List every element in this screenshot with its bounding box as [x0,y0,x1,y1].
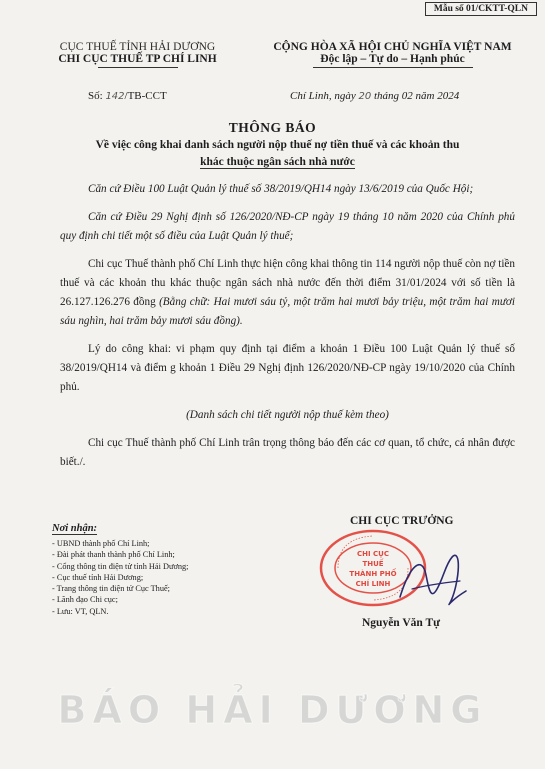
national-header [250,41,535,68]
issuer-parent: CỤC THUẾ TỈNH HẢI DƯƠNG [59,41,216,53]
recipient-item: - Cổng thông tin điện tử tỉnh Hải Dương; [52,561,189,571]
seal-text-line: CHI CỤC [357,550,389,558]
national-motto: Độc lập – Tự do – Hạnh phúc [320,53,465,65]
seal-text-line: THUẾ [362,560,384,568]
date-day-handwritten: 20 [358,91,372,102]
seal-text-line: CHÍ LINH [355,580,391,588]
place-date: Chí Linh, ngày 20 tháng 02 năm 2024 [290,90,460,102]
recipient-item: - Lưu: VT, QLN. [52,606,109,616]
signer-title: CHI CỤC TRƯỞNG [350,515,454,527]
recipient-item: - Cục thuế tỉnh Hải Dương; [52,572,144,582]
motto-underline [313,67,473,68]
handwritten-signature [392,545,472,615]
document-number-handwritten: 142 [105,91,125,102]
recipients-block [52,518,282,617]
document-body [60,180,515,472]
closing-paragraph: Chi cục Thuế thành phố Chí Linh trân trọng thông báo đến các cơ quan, tổ chức, cá nhân được biết./. [60,437,515,468]
seal-text-line: THÀNH PHỐ [349,570,397,578]
document-subject: Về việc công khai danh sách người nộp thuế nợ tiền thuế và các khoản thu khác thuộc ngân sách nhà nước [95,139,460,168]
recipients-heading: Nơi nhận: [52,523,98,534]
recipients-list [52,538,282,617]
recipient-item: - Đài phát thanh thành phố Chí Linh; [52,550,175,560]
issuer-underline [98,67,178,68]
document-title: THÔNG BÁO [228,120,317,135]
form-code-box: Mẫu số 01/CKTT-QLN [425,2,537,16]
recipient-item: - Lãnh đạo Chi cục; [52,595,118,605]
amount-in-words: (Bằng chữ: Hai mươi sáu tỷ, một trăm hai mươi bảy triệu, một trăm hai mươi sáu nghìn, hai trăm bảy mươi sáu đồng). [60,296,516,327]
recipient-item: - UBND thành phố Chí Linh; [52,539,150,548]
publisher-watermark: BÁO HẢI DƯƠNG [57,688,488,732]
legal-basis-1: Căn cứ Điều 100 Luật Quản lý thuế số 38/2019/QH14 ngày 13/6/2019 của Quốc Hội; [88,183,474,195]
recipient-item: - Trang thông tin điện tử Cục Thuế; [52,584,170,594]
reason-paragraph: Lý do công khai: vi phạm quy định tại điểm a khoản 1 Điều 100 Luật Quản lý thuế số 38/2019/QH14 và điểm g khoản 1 Điều 29 Nghị định 126/2020/NĐ-CP ngày 19/10/2020 của Chính phủ. [60,343,515,393]
issuer-header [30,41,245,68]
national-name: CỘNG HÒA XÃ HỘI CHỦ NGHĨA VIỆT NAM [273,41,512,53]
attachment-note: (Danh sách chi tiết người nộp thuế kèm theo) [186,409,389,421]
legal-basis-2: Căn cứ Điều 29 Nghị định số 126/2020/NĐ-CP ngày 19 tháng 10 năm 2020 của Chính phủ quy định chi tiết một số điều của Luật Quản lý thuế; [60,211,515,242]
issuer-name: CHI CỤC THUẾ TP CHÍ LINH [58,53,217,65]
signer-name: Nguyễn Văn Tự [362,617,441,629]
announcement-paragraph: Chi cục Thuế thành phố Chí Linh thực hiện công khai thông tin 114 người nộp thuế còn nợ tiền thuế và các khoản thu khác thuộc ngân sách nhà nước đến thời điểm 31/01/2024 với số tiền là 26.127.126.276 đồng (Bằng chữ: Hai mươi sáu tỷ, một trăm hai mươi bảy triệu, một trăm hai mươi sáu nghìn, hai trăm bảy mươi sáu đồng). [60,258,516,327]
document-number: Số: 142/TB-CCT [88,90,167,102]
